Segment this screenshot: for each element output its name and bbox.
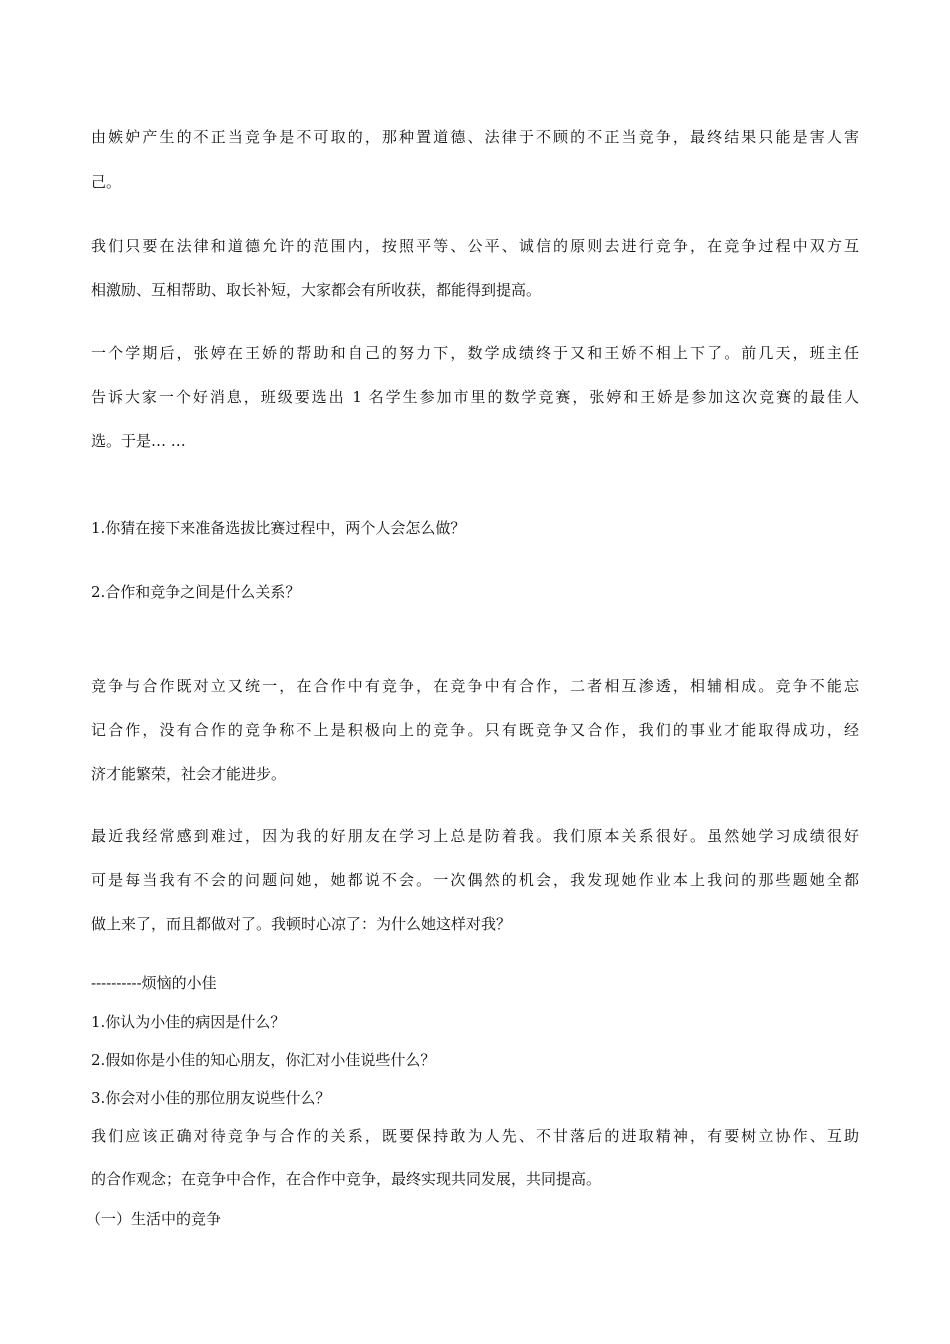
- question-5: 3.你会对小佳的那位朋友说些什么？: [91, 1089, 331, 1107]
- section-heading: （一）生活中的竞争: [86, 1210, 222, 1228]
- question-4: 2.假如你是小佳的知心朋友，你汇对小佳说些什么？: [91, 1051, 436, 1069]
- signature: ----------烦恼的小佳: [91, 974, 217, 992]
- paragraph-4-line-1: 竞争与合作既对立又统一，在合作中有竞争，在竞争中有合作，二者相互渗透，相辅相成。竞争不能忘: [91, 677, 859, 695]
- paragraph-3-line-3: 选。于是… …: [91, 432, 186, 450]
- paragraph-4-line-3: 济才能繁荣，社会才能进步。: [91, 765, 287, 783]
- paragraph-5-line-1: 最近我经常感到难过，因为我的好朋友在学习上总是防着我。我们原本关系很好。虽然她学习成绩很好: [91, 827, 859, 845]
- paragraph-3-line-1: 一个学期后，张婷在王娇的帮助和自己的努力下，数学成绩终于又和王娇不相上下了。前几天，班主任: [91, 344, 859, 362]
- paragraph-6-line-1: 我们应该正确对待竞争与合作的关系，既要保持敢为人先、不甘落后的进取精神，有要树立协作、互助: [91, 1127, 859, 1145]
- paragraph-1-line-1: 由嫉妒产生的不正当竞争是不可取的，那种置道德、法律于不顾的不正当竞争，最终结果只能是害人害: [91, 128, 859, 146]
- paragraph-4-line-2: 记合作，没有合作的竞争称不上是积极向上的竞争。只有既竞争又合作，我们的事业才能取得成功，经: [91, 721, 859, 739]
- paragraph-3-line-2: 告诉大家一个好消息，班级要选出 1 名学生参加市里的数学竞赛，张婷和王娇是参加这次竞赛的最佳人: [91, 388, 859, 406]
- paragraph-5-line-3: 做上来了，而且都做对了。我顿时心凉了：为什么她这样对我？: [91, 915, 512, 933]
- question-2: 2.合作和竞争之间是什么关系？: [91, 583, 301, 601]
- paragraph-6-line-2: 的合作观念；在竞争中合作，在合作中竞争，最终实现共同发展，共同提高。: [91, 1170, 602, 1188]
- question-1: 1.你猜在接下来准备选拔比赛过程中，两个人会怎么做？: [91, 519, 466, 537]
- paragraph-1-line-2: 己。: [91, 173, 122, 191]
- paragraph-2-line-1: 我们只要在法律和道德允许的范围内，按照平等、公平、诚信的原则去进行竞争，在竞争过程中双方互: [91, 237, 859, 255]
- paragraph-5-line-2: 可是每当我有不会的问题问她，她都说不会。一次偶然的机会，我发现她作业本上我问的那些题她全都: [91, 871, 859, 889]
- question-3: 1.你认为小佳的病因是什么？: [91, 1013, 286, 1031]
- paragraph-2-line-2: 相激励、互相帮助、取长补短，大家都会有所收获，都能得到提高。: [91, 281, 542, 299]
